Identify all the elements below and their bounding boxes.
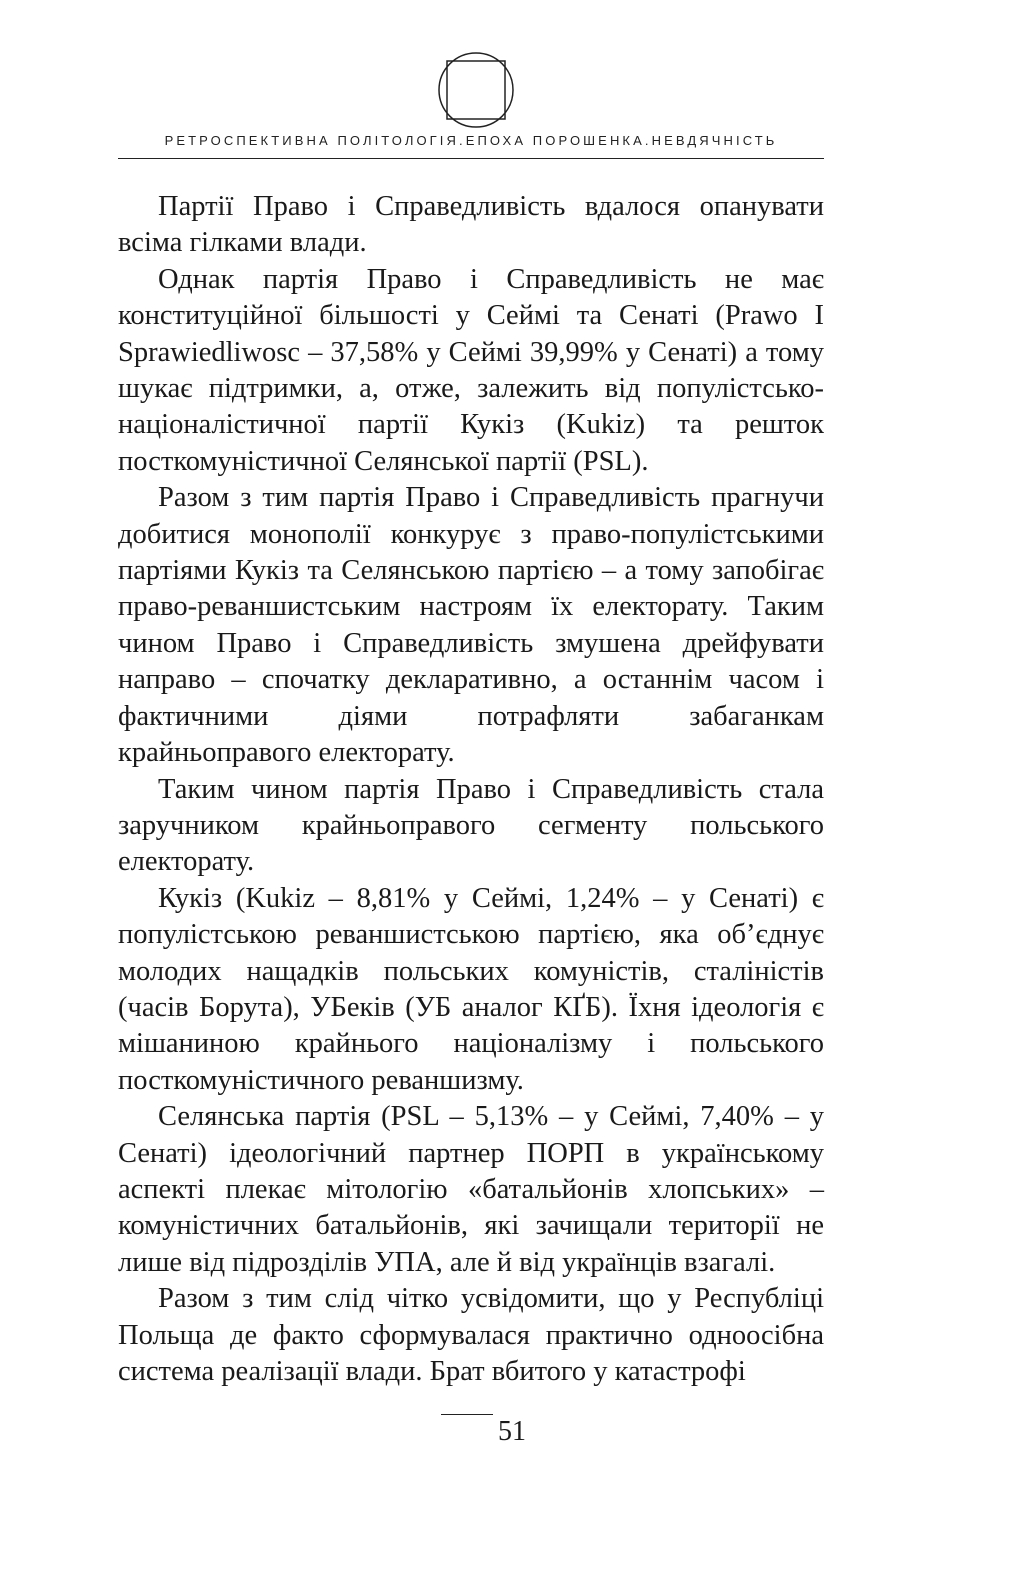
paragraph: Селянська партія (PSL – 5,13% – у Сеймі, 7,40% – у Сенаті) ідеологічний партнер ПОРП в українському аспекті плекає мітологію «батальйонів хлопських» – комуністичних батальйонів, які зачищали території не лише від підрозділів УПА, але й від українців взагалі. bbox=[118, 1101, 824, 1278]
circle-square-emblem-icon bbox=[436, 50, 516, 130]
paragraph: Таким чином партія Право і Справедливість стала заручником крайньоправого сегменту польського електорату. bbox=[118, 773, 824, 878]
paragraph: Разом з тим слід чітко усвідомити, що у Республіці Польща де факто сформувалася практично одноосібна система реалізації влади. Брат вбитого у катастрофі bbox=[118, 1283, 824, 1387]
paragraph: Однак партія Право і Справедливість не має конституційної більшості у Сеймі та Сенаті (Prawo I Sprawiedliwosc – 37,58% у Сеймі 39,99% у Сенаті) а тому шукає підтримки, а, отже, залежить від популістсько-націоналістичної партії Кукіз (Kukiz) та решток посткомуністичної Селянської партії (PSL). bbox=[118, 263, 824, 477]
paragraph: Партії Право і Справедливість вдалося опанувати всіма гілками влади. bbox=[118, 191, 824, 259]
page-number-rule bbox=[441, 1414, 493, 1415]
paragraph: Разом з тим партія Право і Справедливість прагнучи добитися монополії конкурує з право-популістськими партіями Кукіз та Селянською партією – а тому запобігає право-реваншистським настроям їх електорату. Таким чином Право і Справедливість змушена дрейфувати направо – спочатку декларативно, а останнім часом і фактичними діями потрафляти забаганкам крайньоправого електорату. bbox=[118, 482, 824, 769]
page-body bbox=[118, 189, 824, 1390]
page-number: 51 bbox=[498, 1416, 526, 1447]
header-divider bbox=[118, 158, 824, 159]
paragraph: Кукіз (Kukiz – 8,81% у Сеймі, 1,24% – у Сенаті) є популістською реваншистською партією, яка об’єднує молодих нащадків польських комуністів, сталіністів (часів Борута), УБеків (УБ аналог КҐБ). Їхня ідеологія є мішаниною крайнього націоналізму і польського посткомуністичного реваншизму. bbox=[118, 882, 824, 1096]
running-header-title: РЕТРОСПЕКТИВНА ПОЛІТОЛОГІЯ.ЕПОХА ПОРОШЕНКА.НЕВДЯЧНІСТЬ bbox=[164, 133, 778, 148]
